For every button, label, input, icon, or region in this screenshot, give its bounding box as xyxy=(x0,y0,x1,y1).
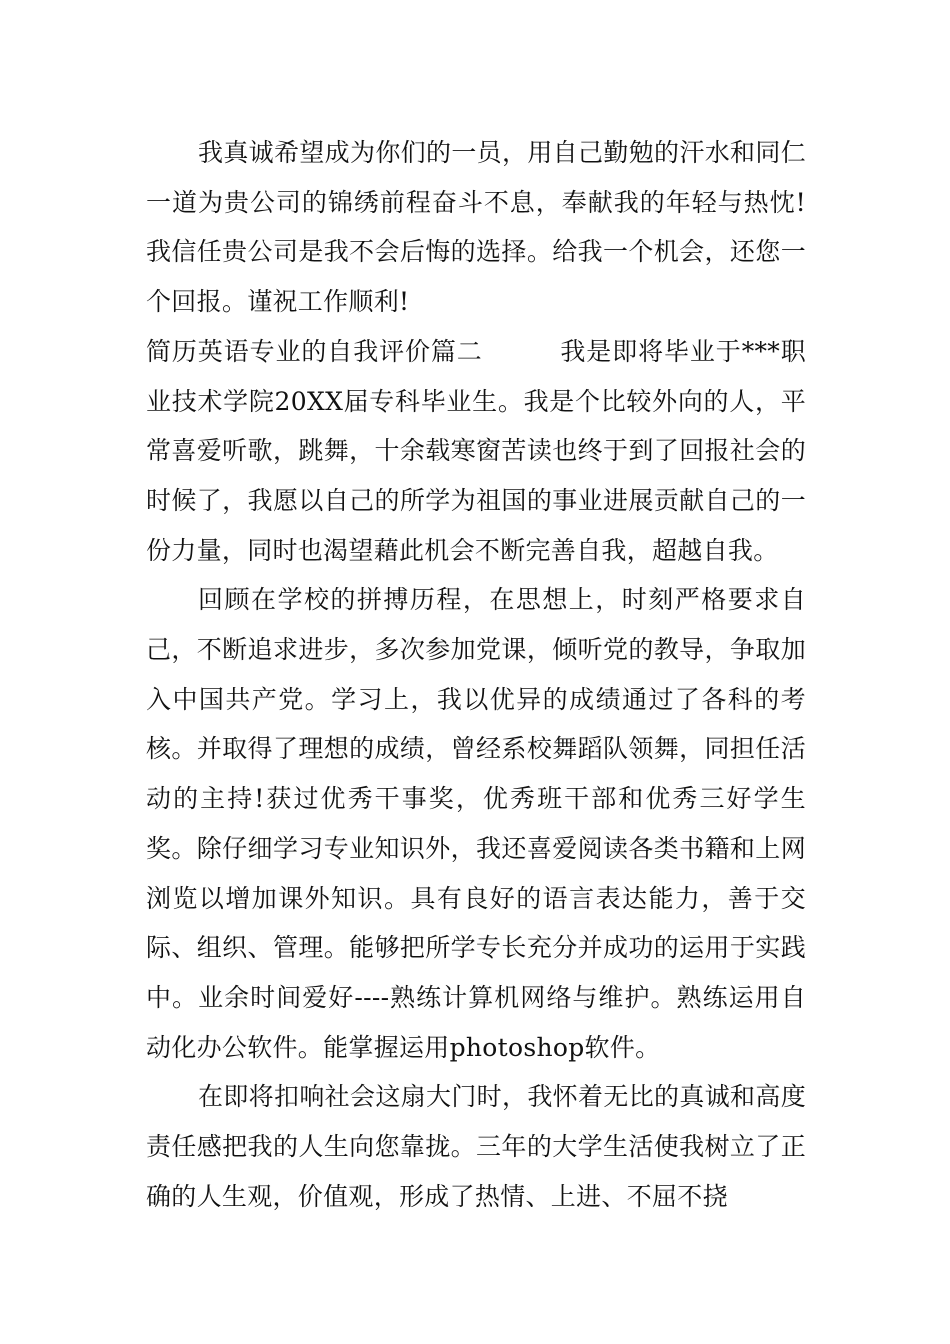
paragraph-closing-wish: 我真诚希望成为你们的一员，用自己勤勉的汗水和同仁一道为贵公司的锦绣前程奋斗不息，奉献我的年轻与热忱!我信任贵公司是我不会后悔的选择。给我一个机会，还您一个回报。谨祝工作顺利! xyxy=(146,138,806,317)
paragraph-entering-society: 在即将扣响社会这扇大门时，我怀着无比的真诚和高度责任感把我的人生向您靠拢。三年的大学生活使我树立了正确的人生观，价值观，形成了热情、上进、不屈不挠 xyxy=(146,1082,806,1211)
paragraph-school-history: 回顾在学校的拼搏历程，在思想上，时刻严格要求自己，不断追求进步，多次参加党课，倾听党的教导，争取加入中国共产党。学习上，我以优异的成绩通过了各科的考核。并取得了理想的成绩，曾经系校舞蹈队领舞，同担任活动的主持!获过优秀干事奖，优秀班干部和优秀三好学生奖。除仔细学习专业知识外，我还喜爱阅读各类书籍和上网浏览以增加课外知识。具有良好的语言表达能力，善于交际、组织、管理。能够把所学专长充分并成功的运用于实践中。业余时间爱好----熟练计算机网络与维护。熟练运用自动化办公软件。能掌握运用photoshop软件。 xyxy=(146,585,806,1062)
paragraph-section-two-intro: 简历英语专业的自我评价篇二 我是即将毕业于***职业技术学院20XX届专科毕业生。我是个比较外向的人，平常喜爱听歌，跳舞，十余载寒窗苦读也终于到了回报社会的时候了，我愿以自己的所学为祖国的事业进展贡献自己的一份力量，同时也渴望藉此机会不断完善自我，超越自我。 xyxy=(146,336,806,565)
document-body xyxy=(146,128,806,1221)
